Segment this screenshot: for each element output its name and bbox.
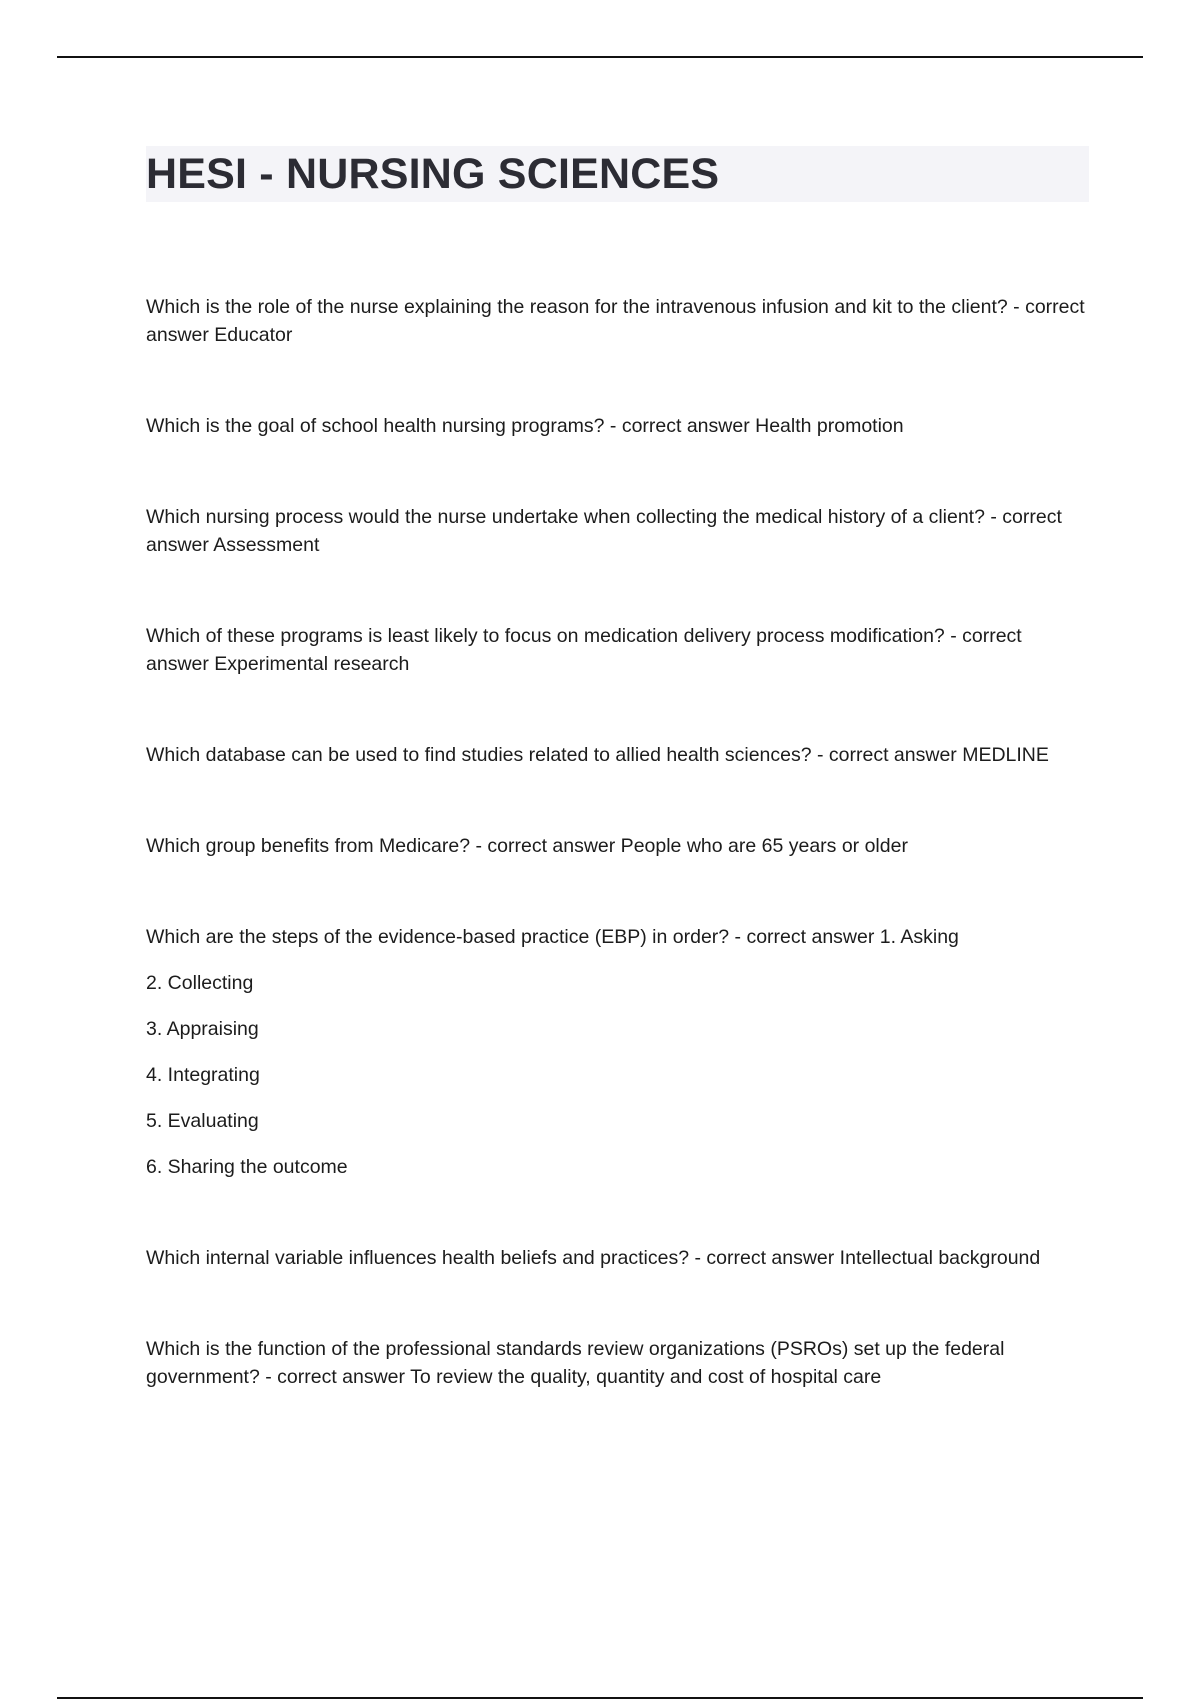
- qa-list: [146, 293, 1089, 1391]
- qa-text: Which is the role of the nurse explaining the reason for the intravenous infusion and kit to the client? - correct answer Educator: [146, 296, 1085, 346]
- qa-item: [146, 741, 1089, 769]
- qa-item-steps: [146, 923, 1089, 1181]
- qa-item: [146, 503, 1089, 559]
- qa-text: Which database can be used to find studies related to allied health sciences? - correct answer MEDLINE: [146, 744, 1049, 766]
- bottom-rule: [57, 1697, 1143, 1699]
- qa-text: Which of these programs is least likely to focus on medication delivery process modification? - correct answer Experimental research: [146, 625, 1022, 675]
- step-item: 4. Integrating: [146, 1064, 260, 1086]
- qa-text: Which internal variable influences health beliefs and practices? - correct answer Intellectual background: [146, 1247, 1041, 1269]
- step-item: 2. Collecting: [146, 972, 254, 994]
- qa-item: [146, 1335, 1089, 1391]
- qa-item: [146, 622, 1089, 678]
- qa-item: [146, 832, 1089, 860]
- page-title: HESI - NURSING SCIENCES: [146, 150, 720, 198]
- qa-item: [146, 1244, 1089, 1272]
- qa-text: Which is the function of the professional standards review organizations (PSROs) set up the federal government? - correct answer To review the quality, quantity and cost of hospital care: [146, 1338, 1005, 1388]
- qa-text: Which is the goal of school health nursing programs? - correct answer Health promotion: [146, 415, 904, 437]
- title-band: [146, 146, 1089, 202]
- qa-item: [146, 293, 1089, 349]
- step-item: 5. Evaluating: [146, 1110, 259, 1132]
- qa-text: Which group benefits from Medicare? - correct answer People who are 65 years or older: [146, 835, 908, 857]
- qa-text: Which nursing process would the nurse undertake when collecting the medical history of a client? - correct answer Assessment: [146, 506, 1062, 556]
- step-item: 3. Appraising: [146, 1018, 259, 1040]
- step-item: 6. Sharing the outcome: [146, 1156, 348, 1178]
- qa-text: Which are the steps of the evidence-based practice (EBP) in order? - correct answer 1. Asking: [146, 926, 959, 948]
- document-body: [146, 146, 1089, 1454]
- qa-item: [146, 412, 1089, 440]
- top-rule: [57, 56, 1143, 58]
